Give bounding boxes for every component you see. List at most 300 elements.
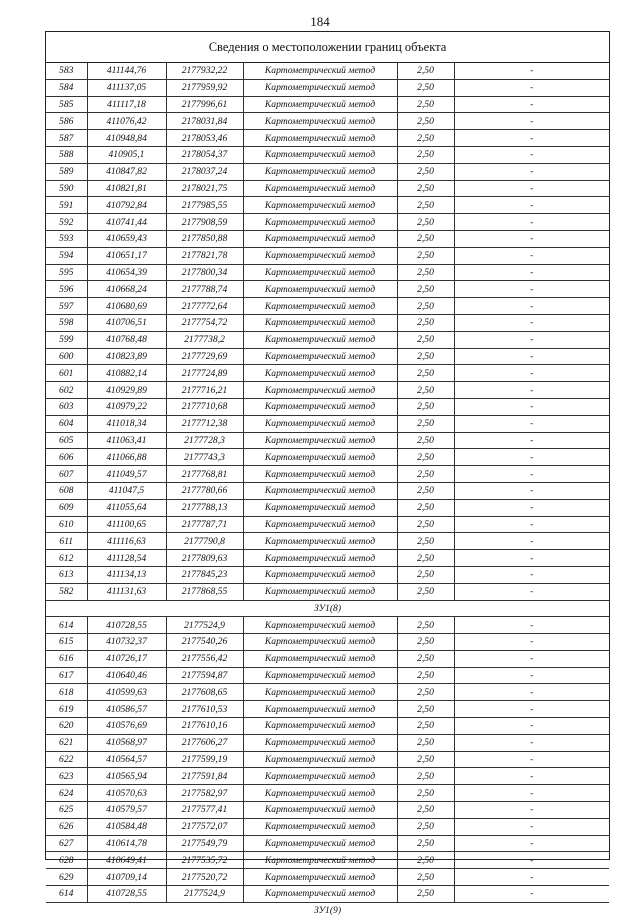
accuracy-cell: 2,50 xyxy=(397,499,454,516)
method-cell: Картометрический метод xyxy=(243,63,397,79)
y-coordinate-cell: 2177768,81 xyxy=(166,466,243,483)
y-coordinate-cell: 2177606,27 xyxy=(166,734,243,751)
description-cell: - xyxy=(454,247,609,264)
table-row xyxy=(46,63,609,79)
point-number-cell: 590 xyxy=(46,180,87,197)
x-coordinate-cell: 410584,48 xyxy=(87,818,166,835)
accuracy-cell: 2,50 xyxy=(397,432,454,449)
method-cell: Картометрический метод xyxy=(243,617,397,634)
table-row xyxy=(46,533,609,550)
point-number-cell: 611 xyxy=(46,533,87,550)
table-row xyxy=(46,583,609,600)
table-row xyxy=(46,566,609,583)
x-coordinate-cell: 411131,63 xyxy=(87,583,166,600)
method-cell: Картометрический метод xyxy=(243,281,397,298)
y-coordinate-cell: 2177821,78 xyxy=(166,247,243,264)
y-coordinate-cell: 2177610,53 xyxy=(166,701,243,718)
accuracy-cell: 2,50 xyxy=(397,348,454,365)
point-number-cell: 622 xyxy=(46,751,87,768)
y-coordinate-cell: 2177549,79 xyxy=(166,835,243,852)
description-cell: - xyxy=(454,281,609,298)
accuracy-cell: 2,50 xyxy=(397,130,454,147)
table-row xyxy=(46,499,609,516)
point-number-cell: 615 xyxy=(46,634,87,651)
x-coordinate-cell: 411117,18 xyxy=(87,96,166,113)
accuracy-cell: 2,50 xyxy=(397,398,454,415)
description-cell: - xyxy=(454,852,609,869)
y-coordinate-cell: 2177996,61 xyxy=(166,96,243,113)
y-coordinate-cell: 2177743,3 xyxy=(166,449,243,466)
y-coordinate-cell: 2177582,97 xyxy=(166,785,243,802)
x-coordinate-cell: 410659,43 xyxy=(87,230,166,247)
accuracy-cell: 2,50 xyxy=(397,634,454,651)
y-coordinate-cell: 2177524,9 xyxy=(166,886,243,903)
table-row xyxy=(46,146,609,163)
accuracy-cell: 2,50 xyxy=(397,382,454,399)
x-coordinate-cell: 410732,37 xyxy=(87,634,166,651)
point-number-cell: 597 xyxy=(46,298,87,315)
method-cell: Картометрический метод xyxy=(243,130,397,147)
x-coordinate-cell: 410728,55 xyxy=(87,617,166,634)
y-coordinate-cell: 2177738,2 xyxy=(166,331,243,348)
coordinates-table xyxy=(46,63,609,919)
point-number-cell: 607 xyxy=(46,466,87,483)
method-cell: Картометрический метод xyxy=(243,785,397,802)
description-cell: - xyxy=(454,230,609,247)
x-coordinate-cell: 410768,48 xyxy=(87,331,166,348)
method-cell: Картометрический метод xyxy=(243,701,397,718)
description-cell: - xyxy=(454,869,609,886)
y-coordinate-cell: 2177724,89 xyxy=(166,365,243,382)
y-coordinate-cell: 2177608,65 xyxy=(166,684,243,701)
table-row xyxy=(46,298,609,315)
table-row xyxy=(46,264,609,281)
accuracy-cell: 2,50 xyxy=(397,701,454,718)
x-coordinate-cell: 410823,89 xyxy=(87,348,166,365)
x-coordinate-cell: 411076,42 xyxy=(87,113,166,130)
table-row xyxy=(46,734,609,751)
x-coordinate-cell: 411066,88 xyxy=(87,449,166,466)
accuracy-cell: 2,50 xyxy=(397,516,454,533)
point-number-cell: 620 xyxy=(46,718,87,735)
table-row xyxy=(46,835,609,852)
table-row xyxy=(46,718,609,735)
table-row xyxy=(46,197,609,214)
x-coordinate-cell: 410706,51 xyxy=(87,314,166,331)
y-coordinate-cell: 2177800,34 xyxy=(166,264,243,281)
y-coordinate-cell: 2177535,72 xyxy=(166,852,243,869)
point-number-cell: 617 xyxy=(46,667,87,684)
y-coordinate-cell: 2177809,63 xyxy=(166,550,243,567)
point-number-cell: 626 xyxy=(46,818,87,835)
y-coordinate-cell: 2177556,42 xyxy=(166,650,243,667)
x-coordinate-cell: 410651,17 xyxy=(87,247,166,264)
description-cell: - xyxy=(454,398,609,415)
description-cell: - xyxy=(454,734,609,751)
point-number-cell: 610 xyxy=(46,516,87,533)
table-row xyxy=(46,802,609,819)
method-cell: Картометрический метод xyxy=(243,146,397,163)
y-coordinate-cell: 2178021,75 xyxy=(166,180,243,197)
table-row xyxy=(46,163,609,180)
point-number-cell: 583 xyxy=(46,63,87,79)
method-cell: Картометрический метод xyxy=(243,482,397,499)
description-cell: - xyxy=(454,684,609,701)
description-cell: - xyxy=(454,432,609,449)
method-cell: Картометрический метод xyxy=(243,768,397,785)
y-coordinate-cell: 2177772,64 xyxy=(166,298,243,315)
boundary-table-frame xyxy=(45,31,610,917)
method-cell: Картометрический метод xyxy=(243,466,397,483)
description-cell: - xyxy=(454,348,609,365)
description-cell: - xyxy=(454,113,609,130)
x-coordinate-cell: 410741,44 xyxy=(87,214,166,231)
table-row xyxy=(46,382,609,399)
table-row xyxy=(46,247,609,264)
y-coordinate-cell: 2177728,3 xyxy=(166,432,243,449)
point-number-cell: 602 xyxy=(46,382,87,399)
accuracy-cell: 2,50 xyxy=(397,617,454,634)
description-cell: - xyxy=(454,163,609,180)
y-coordinate-cell: 2177790,8 xyxy=(166,533,243,550)
method-cell: Картометрический метод xyxy=(243,650,397,667)
point-number-cell: 599 xyxy=(46,331,87,348)
y-coordinate-cell: 2177985,55 xyxy=(166,197,243,214)
point-number-cell: 618 xyxy=(46,684,87,701)
table-row xyxy=(46,79,609,96)
x-coordinate-cell: 411100,65 xyxy=(87,516,166,533)
y-coordinate-cell: 2177788,13 xyxy=(166,499,243,516)
x-coordinate-cell: 411055,64 xyxy=(87,499,166,516)
method-cell: Картометрический метод xyxy=(243,382,397,399)
method-cell: Картометрический метод xyxy=(243,449,397,466)
accuracy-cell: 2,50 xyxy=(397,835,454,852)
method-cell: Картометрический метод xyxy=(243,415,397,432)
x-coordinate-cell: 411134,13 xyxy=(87,566,166,583)
accuracy-cell: 2,50 xyxy=(397,314,454,331)
y-coordinate-cell: 2177577,41 xyxy=(166,802,243,819)
accuracy-cell: 2,50 xyxy=(397,852,454,869)
y-coordinate-cell: 2177710,68 xyxy=(166,398,243,415)
point-number-cell: 585 xyxy=(46,96,87,113)
description-cell: - xyxy=(454,466,609,483)
y-coordinate-cell: 2177572,07 xyxy=(166,818,243,835)
method-cell: Картометрический метод xyxy=(243,197,397,214)
x-coordinate-cell: 410579,57 xyxy=(87,802,166,819)
accuracy-cell: 2,50 xyxy=(397,79,454,96)
point-number-cell: 584 xyxy=(46,79,87,96)
x-coordinate-cell: 410654,39 xyxy=(87,264,166,281)
x-coordinate-cell: 410586,57 xyxy=(87,701,166,718)
accuracy-cell: 2,50 xyxy=(397,533,454,550)
y-coordinate-cell: 2177754,72 xyxy=(166,314,243,331)
accuracy-cell: 2,50 xyxy=(397,650,454,667)
y-coordinate-cell: 2177850,88 xyxy=(166,230,243,247)
y-coordinate-cell: 2178053,46 xyxy=(166,130,243,147)
y-coordinate-cell: 2177599,19 xyxy=(166,751,243,768)
x-coordinate-cell: 410668,24 xyxy=(87,281,166,298)
table-row xyxy=(46,516,609,533)
description-cell: - xyxy=(454,482,609,499)
table-row xyxy=(46,415,609,432)
accuracy-cell: 2,50 xyxy=(397,667,454,684)
table-row xyxy=(46,466,609,483)
table-row xyxy=(46,869,609,886)
method-cell: Картометрический метод xyxy=(243,264,397,281)
accuracy-cell: 2,50 xyxy=(397,482,454,499)
y-coordinate-cell: 2177712,38 xyxy=(166,415,243,432)
y-coordinate-cell: 2177845,23 xyxy=(166,566,243,583)
description-cell: - xyxy=(454,449,609,466)
point-number-cell: 582 xyxy=(46,583,87,600)
method-cell: Картометрический метод xyxy=(243,634,397,651)
y-coordinate-cell: 2177780,66 xyxy=(166,482,243,499)
description-cell: - xyxy=(454,718,609,735)
point-number-cell: 621 xyxy=(46,734,87,751)
method-cell: Картометрический метод xyxy=(243,886,397,903)
y-coordinate-cell: 2177787,71 xyxy=(166,516,243,533)
point-number-cell: 612 xyxy=(46,550,87,567)
method-cell: Картометрический метод xyxy=(243,718,397,735)
method-cell: Картометрический метод xyxy=(243,96,397,113)
table-row xyxy=(46,751,609,768)
description-cell: - xyxy=(454,79,609,96)
table-row xyxy=(46,331,609,348)
description-cell: - xyxy=(454,634,609,651)
description-cell: - xyxy=(454,751,609,768)
description-cell: - xyxy=(454,415,609,432)
point-number-cell: 614 xyxy=(46,617,87,634)
y-coordinate-cell: 2177729,69 xyxy=(166,348,243,365)
table-row xyxy=(46,113,609,130)
method-cell: Картометрический метод xyxy=(243,499,397,516)
description-cell: - xyxy=(454,550,609,567)
x-coordinate-cell: 410979,22 xyxy=(87,398,166,415)
table-row xyxy=(46,96,609,113)
accuracy-cell: 2,50 xyxy=(397,734,454,751)
description-cell: - xyxy=(454,197,609,214)
description-cell: - xyxy=(454,146,609,163)
table-row xyxy=(46,180,609,197)
y-coordinate-cell: 2177959,92 xyxy=(166,79,243,96)
table-row xyxy=(46,886,609,903)
section-header-row xyxy=(46,600,609,617)
description-cell: - xyxy=(454,214,609,231)
point-number-cell: 594 xyxy=(46,247,87,264)
method-cell: Картометрический метод xyxy=(243,818,397,835)
description-cell: - xyxy=(454,667,609,684)
point-number-cell: 625 xyxy=(46,802,87,819)
accuracy-cell: 2,50 xyxy=(397,449,454,466)
description-cell: - xyxy=(454,583,609,600)
description-cell: - xyxy=(454,566,609,583)
description-cell: - xyxy=(454,617,609,634)
point-number-cell: 609 xyxy=(46,499,87,516)
method-cell: Картометрический метод xyxy=(243,667,397,684)
y-coordinate-cell: 2177591,84 xyxy=(166,768,243,785)
method-cell: Картометрический метод xyxy=(243,79,397,96)
point-number-cell: 596 xyxy=(46,281,87,298)
table-row xyxy=(46,482,609,499)
x-coordinate-cell: 410821,81 xyxy=(87,180,166,197)
method-cell: Картометрический метод xyxy=(243,583,397,600)
table-row xyxy=(46,768,609,785)
y-coordinate-cell: 2177610,16 xyxy=(166,718,243,735)
accuracy-cell: 2,50 xyxy=(397,785,454,802)
table-row xyxy=(46,852,609,869)
accuracy-cell: 2,50 xyxy=(397,264,454,281)
x-coordinate-cell: 410929,89 xyxy=(87,382,166,399)
x-coordinate-cell: 410564,57 xyxy=(87,751,166,768)
y-coordinate-cell: 2177716,21 xyxy=(166,382,243,399)
x-coordinate-cell: 410568,97 xyxy=(87,734,166,751)
point-number-cell: 588 xyxy=(46,146,87,163)
point-number-cell: 619 xyxy=(46,701,87,718)
method-cell: Картометрический метод xyxy=(243,852,397,869)
table-row xyxy=(46,314,609,331)
method-cell: Картометрический метод xyxy=(243,314,397,331)
accuracy-cell: 2,50 xyxy=(397,583,454,600)
x-coordinate-cell: 410792,84 xyxy=(87,197,166,214)
x-coordinate-cell: 410599,63 xyxy=(87,684,166,701)
accuracy-cell: 2,50 xyxy=(397,718,454,735)
description-cell: - xyxy=(454,130,609,147)
y-coordinate-cell: 2177520,72 xyxy=(166,869,243,886)
method-cell: Картометрический метод xyxy=(243,751,397,768)
y-coordinate-cell: 2178054,37 xyxy=(166,146,243,163)
point-number-cell: 593 xyxy=(46,230,87,247)
accuracy-cell: 2,50 xyxy=(397,869,454,886)
page-number: 184 xyxy=(310,14,330,29)
y-coordinate-cell: 2177594,87 xyxy=(166,667,243,684)
description-cell: - xyxy=(454,96,609,113)
x-coordinate-cell: 410948,84 xyxy=(87,130,166,147)
table-row xyxy=(46,281,609,298)
method-cell: Картометрический метод xyxy=(243,298,397,315)
x-coordinate-cell: 410728,55 xyxy=(87,886,166,903)
table-row xyxy=(46,785,609,802)
x-coordinate-cell: 410614,78 xyxy=(87,835,166,852)
x-coordinate-cell: 410709,14 xyxy=(87,869,166,886)
accuracy-cell: 2,50 xyxy=(397,96,454,113)
x-coordinate-cell: 410726,17 xyxy=(87,650,166,667)
description-cell: - xyxy=(454,331,609,348)
point-number-cell: 592 xyxy=(46,214,87,231)
accuracy-cell: 2,50 xyxy=(397,180,454,197)
y-coordinate-cell: 2178037,24 xyxy=(166,163,243,180)
point-number-cell: 608 xyxy=(46,482,87,499)
point-number-cell: 623 xyxy=(46,768,87,785)
method-cell: Картометрический метод xyxy=(243,533,397,550)
accuracy-cell: 2,50 xyxy=(397,550,454,567)
method-cell: Картометрический метод xyxy=(243,516,397,533)
coordinates-table-body xyxy=(46,63,609,919)
x-coordinate-cell: 410576,69 xyxy=(87,718,166,735)
accuracy-cell: 2,50 xyxy=(397,751,454,768)
method-cell: Картометрический метод xyxy=(243,348,397,365)
method-cell: Картометрический метод xyxy=(243,214,397,231)
x-coordinate-cell: 410649,41 xyxy=(87,852,166,869)
x-coordinate-cell: 411049,57 xyxy=(87,466,166,483)
description-cell: - xyxy=(454,650,609,667)
method-cell: Картометрический метод xyxy=(243,398,397,415)
section-label: ЗУ1(9) xyxy=(313,905,342,917)
table-row xyxy=(46,617,609,634)
method-cell: Картометрический метод xyxy=(243,684,397,701)
y-coordinate-cell: 2178031,84 xyxy=(166,113,243,130)
table-row xyxy=(46,818,609,835)
point-number-cell: 589 xyxy=(46,163,87,180)
accuracy-cell: 2,50 xyxy=(397,230,454,247)
accuracy-cell: 2,50 xyxy=(397,113,454,130)
method-cell: Картометрический метод xyxy=(243,230,397,247)
table-row xyxy=(46,701,609,718)
x-coordinate-cell: 411018,34 xyxy=(87,415,166,432)
description-cell: - xyxy=(454,314,609,331)
accuracy-cell: 2,50 xyxy=(397,768,454,785)
x-coordinate-cell: 411128,54 xyxy=(87,550,166,567)
x-coordinate-cell: 410640,46 xyxy=(87,667,166,684)
method-cell: Картометрический метод xyxy=(243,247,397,264)
point-number-cell: 616 xyxy=(46,650,87,667)
table-row xyxy=(46,130,609,147)
x-coordinate-cell: 411144,76 xyxy=(87,63,166,79)
point-number-cell: 628 xyxy=(46,852,87,869)
description-cell: - xyxy=(454,802,609,819)
method-cell: Картометрический метод xyxy=(243,432,397,449)
accuracy-cell: 2,50 xyxy=(397,331,454,348)
x-coordinate-cell: 410570,63 xyxy=(87,785,166,802)
table-row xyxy=(46,449,609,466)
y-coordinate-cell: 2177524,9 xyxy=(166,617,243,634)
description-cell: - xyxy=(454,701,609,718)
description-cell: - xyxy=(454,785,609,802)
table-row xyxy=(46,230,609,247)
table-row xyxy=(46,667,609,684)
method-cell: Картометрический метод xyxy=(243,869,397,886)
method-cell: Картометрический метод xyxy=(243,835,397,852)
method-cell: Картометрический метод xyxy=(243,331,397,348)
x-coordinate-cell: 410680,69 xyxy=(87,298,166,315)
description-cell: - xyxy=(454,365,609,382)
accuracy-cell: 2,50 xyxy=(397,247,454,264)
x-coordinate-cell: 410882,14 xyxy=(87,365,166,382)
x-coordinate-cell: 410905,1 xyxy=(87,146,166,163)
point-number-cell: 605 xyxy=(46,432,87,449)
table-row xyxy=(46,432,609,449)
table-row xyxy=(46,684,609,701)
accuracy-cell: 2,50 xyxy=(397,63,454,79)
accuracy-cell: 2,50 xyxy=(397,466,454,483)
method-cell: Картометрический метод xyxy=(243,180,397,197)
description-cell: - xyxy=(454,298,609,315)
description-cell: - xyxy=(454,63,609,79)
table-row xyxy=(46,348,609,365)
accuracy-cell: 2,50 xyxy=(397,197,454,214)
point-number-cell: 614 xyxy=(46,886,87,903)
accuracy-cell: 2,50 xyxy=(397,566,454,583)
section-label: ЗУ1(8) xyxy=(46,600,609,617)
table-title: Сведения о местоположении границ объекта xyxy=(46,32,609,63)
x-coordinate-cell: 411063,41 xyxy=(87,432,166,449)
point-number-cell: 627 xyxy=(46,835,87,852)
method-cell: Картометрический метод xyxy=(243,802,397,819)
description-cell: - xyxy=(454,835,609,852)
accuracy-cell: 2,50 xyxy=(397,802,454,819)
point-number-cell: 598 xyxy=(46,314,87,331)
description-cell: - xyxy=(454,768,609,785)
point-number-cell: 629 xyxy=(46,869,87,886)
